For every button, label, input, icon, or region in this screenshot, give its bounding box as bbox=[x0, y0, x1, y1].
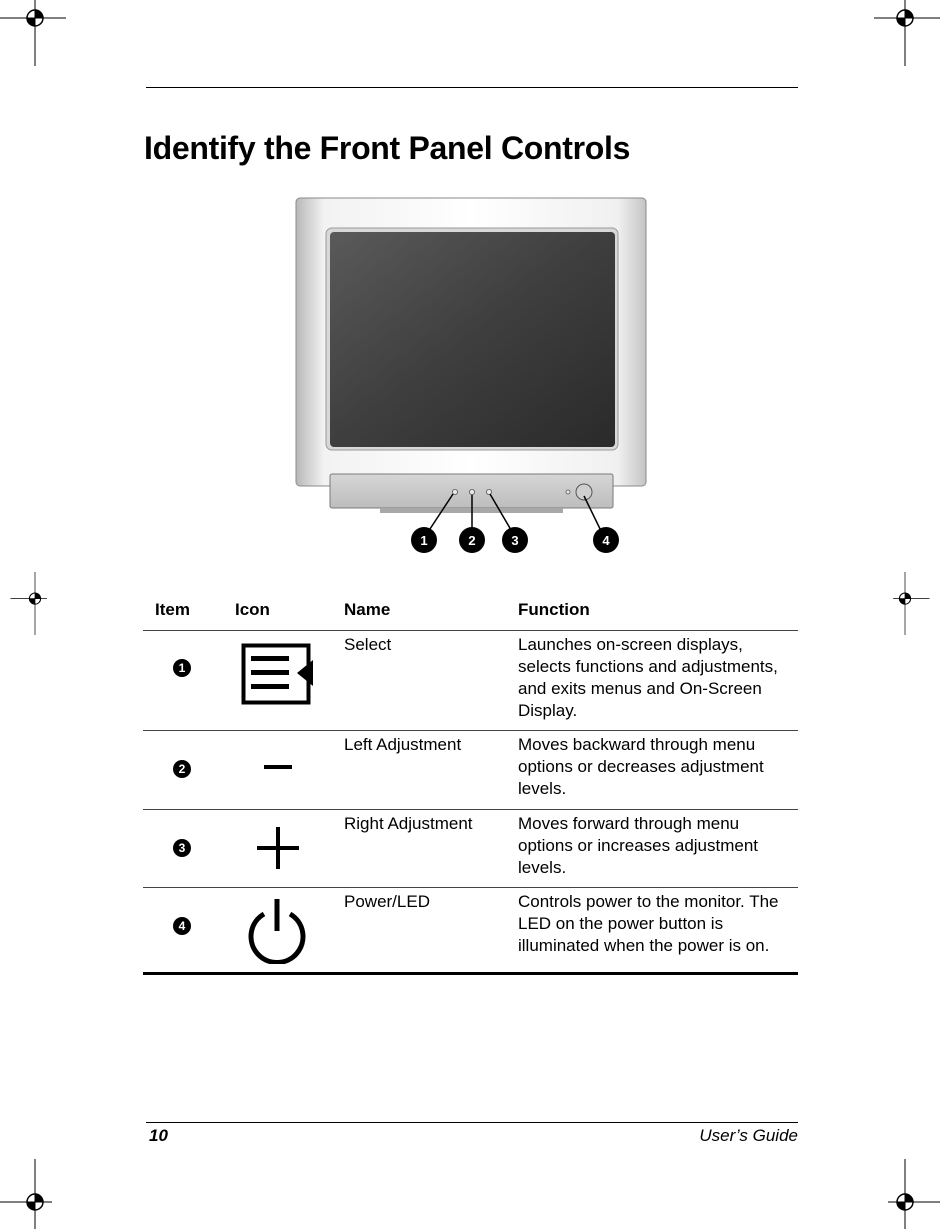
row-name: Right Adjustment bbox=[344, 814, 473, 833]
row-function: Moves backward through menu options or decreases adjustment levels. bbox=[518, 735, 764, 798]
registration-mark-middle-right bbox=[870, 572, 940, 642]
item-number-2: 2 bbox=[173, 760, 191, 778]
column-header-item: Item bbox=[155, 600, 190, 619]
registration-mark-middle-left bbox=[0, 572, 70, 642]
table-header-rule bbox=[143, 630, 798, 631]
row-function: Controls power to the monitor. The LED on the power button is illuminated when the power is on. bbox=[518, 892, 779, 955]
row-name: Left Adjustment bbox=[344, 735, 462, 754]
item-number-3: 3 bbox=[173, 839, 191, 857]
column-header-name: Name bbox=[344, 600, 391, 619]
row-name: Power/LED bbox=[344, 892, 430, 911]
svg-text:4: 4 bbox=[602, 533, 610, 548]
row-divider bbox=[143, 887, 798, 888]
table-bottom-rule bbox=[143, 972, 798, 975]
header-rule bbox=[146, 87, 798, 88]
page-number: 10 bbox=[149, 1126, 168, 1145]
column-header-icon: Icon bbox=[235, 600, 270, 619]
power-icon bbox=[246, 898, 308, 964]
row-name: Select bbox=[344, 635, 392, 654]
callout-3 bbox=[502, 527, 528, 553]
monitor-front-illustration bbox=[290, 192, 660, 562]
svg-text:1: 1 bbox=[420, 533, 428, 548]
item-number-4: 4 bbox=[173, 917, 191, 935]
row-divider bbox=[143, 809, 798, 810]
select-icon bbox=[241, 642, 315, 706]
registration-mark-top-left bbox=[0, 0, 70, 70]
callout-4 bbox=[593, 527, 619, 553]
registration-mark-bottom-left bbox=[0, 1159, 70, 1229]
plus-icon bbox=[255, 826, 301, 870]
svg-text:2: 2 bbox=[468, 533, 476, 548]
footer-rule bbox=[146, 1122, 798, 1123]
registration-mark-top-right bbox=[870, 0, 940, 70]
row-function: Launches on-screen displays, selects functions and adjustments, and exits menus and On-Screen Display. bbox=[518, 635, 778, 720]
svg-text:3: 3 bbox=[511, 533, 519, 548]
row-function: Moves forward through menu options or increases adjustment levels. bbox=[518, 814, 759, 877]
callout-1 bbox=[411, 527, 437, 553]
row-divider bbox=[143, 730, 798, 731]
column-header-function: Function bbox=[518, 600, 590, 619]
callout-2 bbox=[459, 527, 485, 553]
item-number-1: 1 bbox=[173, 659, 191, 677]
registration-mark-bottom-right bbox=[870, 1159, 940, 1229]
footer-doc-title: User’s Guide bbox=[699, 1126, 798, 1145]
page-title: Identify the Front Panel Controls bbox=[144, 130, 631, 166]
minus-icon bbox=[262, 760, 294, 774]
